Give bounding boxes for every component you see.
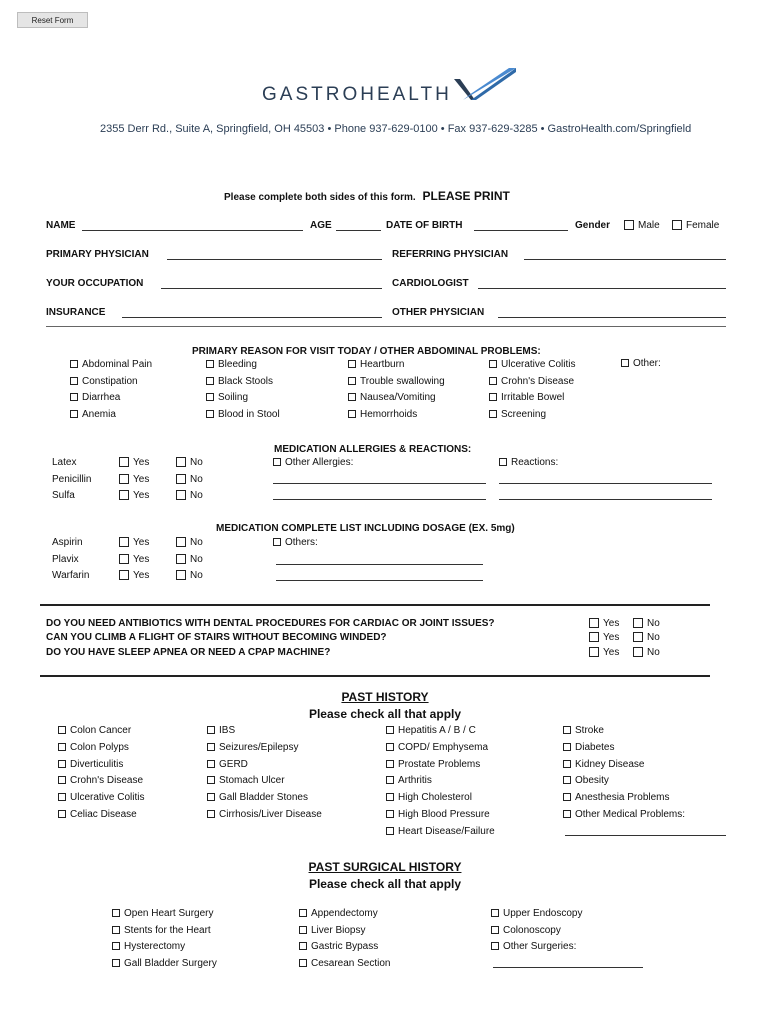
history-option[interactable]: Heart Disease/Failure: [386, 826, 495, 837]
past-history-heading-wrap: [0, 690, 770, 704]
other-allergies-option[interactable]: Other Allergies:: [273, 457, 353, 468]
allergy-line[interactable]: [273, 483, 486, 484]
reason-option[interactable]: Anemia: [70, 409, 116, 420]
reason-option[interactable]: Constipation: [70, 376, 138, 387]
surgery-option[interactable]: Colonoscopy: [491, 925, 561, 936]
gender-label: Gender: [575, 220, 611, 231]
checkbox[interactable]: [672, 220, 682, 230]
history-option[interactable]: Seizures/Epilepsy: [207, 742, 298, 753]
medication-line[interactable]: [276, 564, 483, 565]
primary-physician-label: PRIMARY PHYSICIAN: [46, 249, 149, 260]
yes-option[interactable]: Yes: [119, 537, 149, 548]
allergy-item-sulfa: Sulfa: [52, 490, 75, 501]
surgery-option[interactable]: Gastric Bypass: [299, 941, 378, 952]
male-option[interactable]: Male: [624, 220, 660, 231]
allergy-item-penicillin: Penicillin: [52, 474, 92, 485]
surgical-history-sub: Please check all that apply: [308, 877, 462, 891]
no-option[interactable]: No: [176, 537, 203, 548]
reason-option[interactable]: Bleeding: [206, 359, 257, 370]
reason-option[interactable]: Crohn's Disease: [489, 376, 574, 387]
insurance-label: INSURANCE: [46, 307, 106, 318]
history-option[interactable]: Colon Polyps: [58, 742, 129, 753]
yes-option[interactable]: Yes: [119, 457, 149, 468]
checkbox[interactable]: [624, 220, 634, 230]
history-option[interactable]: Ulcerative Colitis: [58, 792, 144, 803]
yes-option[interactable]: Yes: [589, 647, 619, 658]
referring-physician-field[interactable]: [524, 259, 726, 260]
no-option[interactable]: No: [176, 554, 203, 565]
reason-option[interactable]: Blood in Stool: [206, 409, 280, 420]
medication-item-aspirin: Aspirin: [52, 537, 83, 548]
surgery-option[interactable]: Cesarean Section: [299, 958, 391, 969]
dob-label: DATE OF BIRTH: [386, 220, 463, 231]
please-print: PLEASE PRINT: [422, 189, 510, 203]
history-option[interactable]: Arthritis: [386, 775, 432, 786]
age-field[interactable]: [336, 230, 381, 231]
yes-option[interactable]: Yes: [119, 554, 149, 565]
history-option[interactable]: Crohn's Disease: [58, 775, 143, 786]
cardiologist-label: CARDIOLOGIST: [392, 278, 469, 289]
history-option[interactable]: Stomach Ulcer: [207, 775, 285, 786]
history-option[interactable]: Hepatitis A / B / C: [386, 725, 476, 736]
past-history-sub: Please check all that apply: [308, 707, 462, 721]
cardiologist-field[interactable]: [478, 288, 726, 289]
history-option[interactable]: Obesity: [563, 775, 609, 786]
history-option[interactable]: Kidney Disease: [563, 759, 644, 770]
reason-option[interactable]: Black Stools: [206, 376, 273, 387]
other-physician-label: OTHER PHYSICIAN: [392, 307, 485, 318]
no-option[interactable]: No: [176, 570, 203, 581]
logo-health: HEALTH: [360, 84, 452, 105]
history-option[interactable]: GERD: [207, 759, 248, 770]
surgery-option[interactable]: Stents for the Heart: [112, 925, 211, 936]
past-history-heading: PAST HISTORY: [341, 690, 429, 704]
reason-other-option[interactable]: Other:: [621, 358, 661, 369]
female-option[interactable]: Female: [672, 220, 719, 231]
no-option[interactable]: No: [633, 618, 660, 629]
no-option[interactable]: No: [176, 490, 203, 501]
history-option[interactable]: Colon Cancer: [58, 725, 131, 736]
logo-wordmark: [262, 84, 452, 106]
reason-option[interactable]: Soiling: [206, 392, 248, 403]
reason-option[interactable]: Hemorrhoids: [348, 409, 417, 420]
history-option[interactable]: High Blood Pressure: [386, 809, 490, 820]
other-medical-line[interactable]: [565, 835, 726, 836]
occupation-label: YOUR OCCUPATION: [46, 278, 144, 289]
history-option[interactable]: Diverticulitis: [58, 759, 123, 770]
surgery-option[interactable]: Open Heart Surgery: [112, 908, 214, 919]
history-option[interactable]: Stroke: [563, 725, 604, 736]
reason-option[interactable]: Heartburn: [348, 359, 404, 370]
no-option[interactable]: No: [176, 474, 203, 485]
history-option[interactable]: Anesthesia Problems: [563, 792, 670, 803]
yes-option[interactable]: Yes: [589, 618, 619, 629]
logo-gastro: GASTRO: [262, 84, 361, 105]
primary-physician-field[interactable]: [167, 259, 382, 260]
reaction-line[interactable]: [499, 499, 712, 500]
other-physician-field[interactable]: [498, 317, 726, 318]
history-option[interactable]: Diabetes: [563, 742, 614, 753]
history-option[interactable]: Other Medical Problems:: [563, 809, 685, 820]
reason-option[interactable]: Screening: [489, 409, 546, 420]
history-option[interactable]: COPD/ Emphysema: [386, 742, 488, 753]
reason-option[interactable]: Trouble swallowing: [348, 376, 445, 387]
name-label: NAME: [46, 220, 76, 231]
surgery-option[interactable]: Upper Endoscopy: [491, 908, 583, 919]
surgical-heading-wrap: [0, 860, 770, 874]
medication-item-warfarin: Warfarin: [52, 570, 90, 581]
section-rule: [40, 675, 710, 677]
reaction-line[interactable]: [499, 483, 712, 484]
history-option[interactable]: IBS: [207, 725, 235, 736]
address-line: 2355 Derr Rd., Suite A, Springfield, OH 45503 • Phone 937-629-0100 • Fax 937-629-3285 • GastroHealth.com/Springfield: [100, 123, 692, 135]
history-option[interactable]: Prostate Problems: [386, 759, 480, 770]
age-label: AGE: [310, 220, 332, 231]
reason-option[interactable]: Abdominal Pain: [70, 359, 152, 370]
yes-option[interactable]: Yes: [119, 570, 149, 581]
insurance-field[interactable]: [122, 317, 382, 318]
medications-heading: MEDICATION COMPLETE LIST INCLUDING DOSAGE (EX. 5mg): [216, 523, 515, 534]
surgery-option[interactable]: Gall Bladder Surgery: [112, 958, 217, 969]
reason-option[interactable]: Nausea/Vomiting: [348, 392, 436, 403]
reason-option[interactable]: Ulcerative Colitis: [489, 359, 575, 370]
history-option[interactable]: High Cholesterol: [386, 792, 472, 803]
history-option[interactable]: Gall Bladder Stones: [207, 792, 308, 803]
reactions-option[interactable]: Reactions:: [499, 457, 558, 468]
name-field[interactable]: [82, 230, 303, 231]
reason-option[interactable]: Irritable Bowel: [489, 392, 564, 403]
yes-option[interactable]: Yes: [119, 474, 149, 485]
surgical-history-heading: PAST SURGICAL HISTORY: [308, 860, 462, 874]
question-stairs: CAN YOU CLIMB A FLIGHT OF STAIRS WITHOUT BECOMING WINDED?: [46, 632, 387, 643]
history-option[interactable]: Celiac Disease: [58, 809, 137, 820]
yes-option[interactable]: Yes: [589, 632, 619, 643]
other-surgeries-line[interactable]: [493, 967, 643, 968]
surgery-option[interactable]: Other Surgeries:: [491, 941, 576, 952]
allergy-line[interactable]: [273, 499, 486, 500]
surgery-option[interactable]: Liver Biopsy: [299, 925, 365, 936]
allergy-item-latex: Latex: [52, 457, 77, 468]
no-option[interactable]: No: [176, 457, 203, 468]
surgery-option[interactable]: Appendectomy: [299, 908, 378, 919]
logo-check-icon: [452, 66, 518, 102]
no-option[interactable]: No: [633, 632, 660, 643]
yes-option[interactable]: Yes: [119, 490, 149, 501]
divider: [46, 326, 726, 327]
referring-physician-label: REFERRING PHYSICIAN: [392, 249, 509, 260]
history-option[interactable]: Cirrhosis/Liver Disease: [207, 809, 322, 820]
dob-field[interactable]: [474, 230, 568, 231]
medication-item-plavix: Plavix: [52, 554, 79, 565]
others-option[interactable]: Others:: [273, 537, 318, 548]
reason-heading: PRIMARY REASON FOR VISIT TODAY / OTHER ABDOMINAL PROBLEMS:: [192, 346, 541, 357]
question-sleep-apnea: DO YOU HAVE SLEEP APNEA OR NEED A CPAP MACHINE?: [46, 647, 331, 658]
instructions-text: Please complete both sides of this form.: [224, 192, 416, 203]
reason-option[interactable]: Diarrhea: [70, 392, 120, 403]
instructions: [224, 189, 510, 203]
no-option[interactable]: No: [633, 647, 660, 658]
allergies-heading: MEDICATION ALLERGIES & REACTIONS:: [274, 444, 472, 455]
occupation-field[interactable]: [161, 288, 382, 289]
medication-line[interactable]: [276, 580, 483, 581]
section-rule: [40, 604, 710, 606]
reset-form-button[interactable]: Reset Form: [17, 12, 88, 28]
question-antibiotics: DO YOU NEED ANTIBIOTICS WITH DENTAL PROCEDURES FOR CARDIAC OR JOINT ISSUES?: [46, 618, 495, 629]
surgery-option[interactable]: Hysterectomy: [112, 941, 185, 952]
